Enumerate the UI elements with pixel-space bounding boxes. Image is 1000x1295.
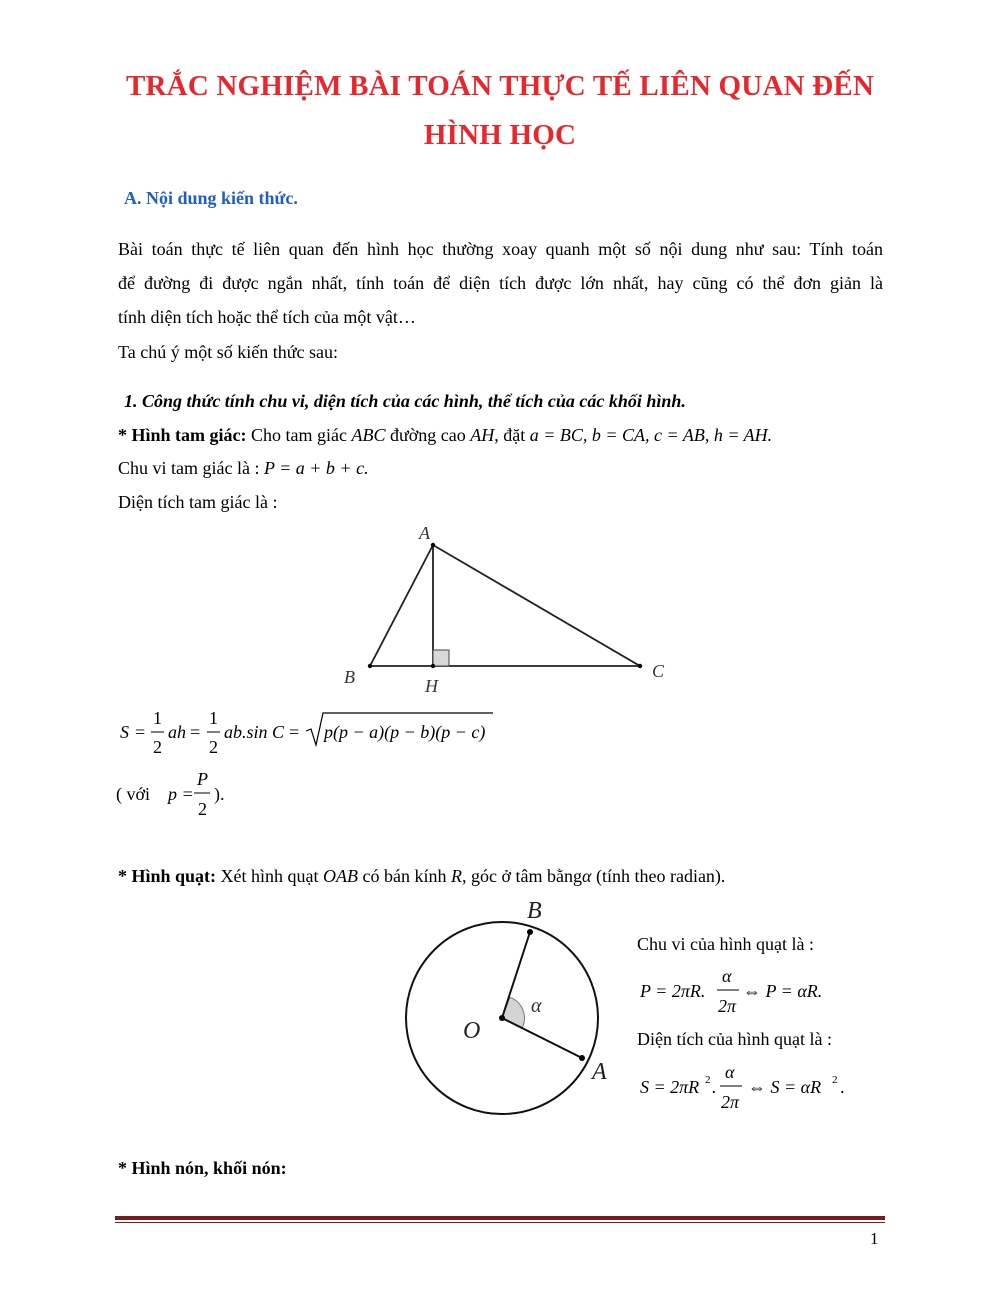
sector-r: R [451,866,463,886]
point-b [368,664,372,668]
sector-perimeter-label: Chu vi của hình quạt là : [637,934,814,954]
sector-s-num: α [725,1062,735,1082]
triangle-definition [118,425,772,446]
page-title-line-2: HÌNH HỌC [423,119,577,151]
intro-line-1: Bài toán thực tế liên quan đến hình học thường xoay quanh một số nội dung như sau: Tính toán [118,239,883,259]
sector-alpha: α [582,866,592,886]
p-def-eq: p = [168,784,194,804]
point-b-sector [527,929,533,935]
triangle-perimeter [118,458,369,479]
side-ab [370,545,433,666]
footer-rule-thin [115,1222,885,1223]
triangle-desc-post: , đặt [494,425,530,445]
sector-figure [395,890,625,1130]
p-def-num: P [197,769,208,789]
triangle-desc-pre: Cho tam giác [246,425,352,445]
p-definition [113,765,253,820]
point-h [431,664,435,668]
cone-heading: * Hình nón, khối nón: [118,1158,287,1178]
formula-eq-1: = [135,722,146,742]
label-h: H [425,676,438,696]
fraction-den-1: 2 [153,737,162,757]
sector-s-dot: . [712,1077,717,1097]
label-b: B [344,667,355,687]
label-alpha: α [531,995,542,1017]
label-o: O [463,1018,481,1044]
sector-s-right: ⇔ S = αR [748,1077,822,1097]
p-def-post: ). [214,784,225,804]
fraction-den-2: 2 [209,737,218,757]
label-a-sector: A [592,1059,607,1085]
triangle-defs: a = BC, b = CA, c = AB, h = AH. [529,425,773,445]
point-o [499,1015,505,1021]
point-c [638,664,642,668]
sector-definition [118,866,725,887]
sector-perimeter-formula [635,962,855,1020]
section-heading: A. Nội dung kiến thức. [124,188,298,208]
sector-s-sup2: 2 [832,1074,838,1086]
point-a-sector [579,1055,585,1061]
sector-p-left: P = 2πR. [640,981,706,1001]
triangle-ah: AH [470,425,495,445]
fraction-num-2: 1 [209,708,218,728]
intro-line-2: để đường đi được ngắn nhất, tính toán để diện tích được lớn nhất, hay cũng có thể đơn giản là [118,273,883,293]
sector-s-sup: 2 [705,1074,711,1086]
p-def-den: 2 [198,799,207,819]
sector-s-den: 2π [721,1092,740,1112]
intro-line-3: tính diện tích hoặc thể tích của một vật… [118,307,416,327]
triangle-area-formula [115,705,515,763]
label-a: A [419,523,430,543]
triangle-heading: * Hình tam giác: [118,425,247,445]
sector-s-left: S = 2πR [640,1077,700,1097]
formula-absinc: ab.sin C [224,722,285,742]
intro-line-4: Ta chú ý một số kiến thức sau: [118,342,338,362]
sector-heading: * Hình quạt: [118,866,217,886]
label-c: C [652,661,665,681]
p-def-pre: ( với [116,784,151,804]
sector-s-end: . [840,1077,845,1097]
triangle-figure [330,515,690,700]
sector-desc-mid: có bán kính [358,866,452,886]
formula-s: S [120,722,129,742]
sector-p-right: ⇔ P = αR. [743,981,823,1001]
triangle-desc-mid: đường cao [385,425,471,445]
formula-eq-2: = [190,722,201,742]
radius-oa [502,1018,582,1058]
sector-desc-pre: Xét hình quạt [216,866,324,886]
page-title-line-1: TRẮC NGHIỆM BÀI TOÁN THỰC TẾ LIÊN QUAN ĐẾN [125,70,875,102]
formula-eq-3: = [289,722,300,742]
sector-oab: OAB [323,866,359,886]
sector-p-den: 2π [718,996,737,1016]
formula-heron: p(p − a)(p − b)(p − c) [324,722,486,742]
page-number: 1 [870,1229,879,1248]
sector-area-formula [635,1058,865,1116]
formula-ah: ah [168,722,186,742]
right-angle-mark [433,650,449,666]
fraction-num-1: 1 [153,708,162,728]
subsection-heading: 1. Công thức tính chu vi, diện tích của các hình, thể tích của các khối hình. [124,391,686,411]
footer-rule-thick [115,1216,885,1220]
label-b-sector: B [527,898,542,924]
triangle-abc: ABC [351,425,386,445]
point-a [431,543,435,547]
sector-desc-post: , góc ở tâm bằng [462,866,583,886]
sector-p-num: α [722,966,732,986]
triangle-perimeter-formula: P = a + b + c. [263,458,369,478]
triangle-perimeter-label: Chu vi tam giác là : [118,458,264,478]
triangle-area-label: Diện tích tam giác là : [118,492,278,512]
sector-area-label: Diện tích của hình quạt là : [637,1029,832,1049]
sector-desc-end: (tính theo radian). [591,866,726,886]
side-ac [433,545,640,666]
